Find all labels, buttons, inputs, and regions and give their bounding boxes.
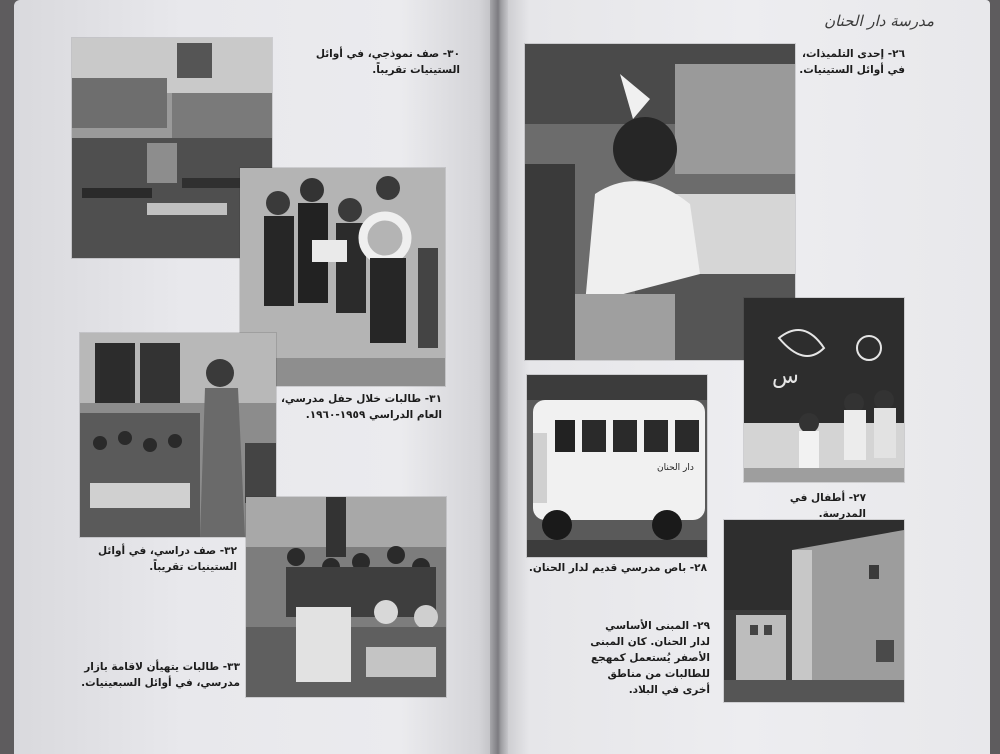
bus-side-text: دار الحنان [657,463,694,473]
caption-31-line-1: ٣١- طالبات خلال حفل مدرسي، [280,393,442,405]
photo-school-bus [527,375,707,557]
caption-33-line-2: مدرسي، في أوائل السبعينيات. [81,677,240,689]
caption-33 [80,659,240,691]
caption-32 [82,543,237,575]
caption-30 [290,46,460,78]
caption-31-line-2: العام الدراسي ١٩٥٩-١٩٦٠. [305,409,442,421]
caption-31 [252,391,442,423]
caption-29 [580,618,710,698]
caption-29-line-1: ٢٩- المبنى الأساسي [605,620,710,632]
photo-main-building [724,520,904,702]
book-spine [490,0,508,754]
caption-26-line-2: في أوائل الستينيات. [799,64,905,76]
caption-32-line-1: ٣٢- صف دراسي، في أوائل [98,545,237,557]
caption-28-line-1: ٢٨- باص مدرسي قديم لدار الحنان. [528,562,707,574]
caption-27-line-1: ٢٧- أطفال في المدرسة. [789,492,866,520]
caption-28 [527,560,707,576]
caption-30-line-2: الستينيات تقريباً. [372,64,460,76]
photo-bazaar-preparation [246,497,446,697]
svg-text:س: س [772,364,799,389]
caption-29-line-2: لدار الحنان. كان المبنى [590,636,710,648]
caption-27 [748,490,866,522]
caption-29-line-3: الأصفر يُستعمل كمهجع [590,652,710,664]
photo-children-blackboard [744,298,904,482]
running-header: مدرسة دار الحنان [824,12,934,30]
caption-32-line-2: الستينيات تقريباً. [149,561,237,573]
caption-30-line-1: ٣٠- صف نموذجي، في أوائل [315,48,460,60]
caption-26 [795,46,905,78]
caption-29-line-5: أخرى في البلاد. [628,684,710,696]
caption-29-line-4: للطالبات من مناطق [607,668,710,680]
caption-33-line-1: ٣٣- طالبات يتهيأن لاقامة بازار [84,661,240,673]
caption-26-line-1: ٢٦- إحدى التلميذات، [802,48,905,60]
